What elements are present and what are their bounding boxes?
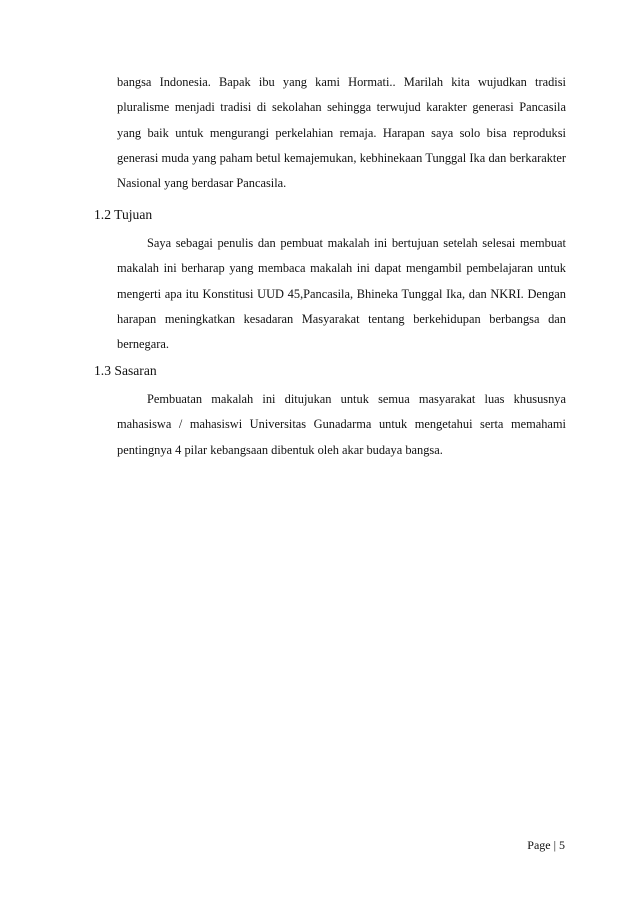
intro-paragraph: bangsa Indonesia. Bapak ibu yang kami Hormati.. Marilah kita wujudkan tradisi pluralisme menjadi tradisi di sekolahan sehingga terwujud karakter generasi Pancasila yang baik untuk mengurangi perkelahian remaja. Harapan saya solo bisa reproduksi generasi muda yang paham betul kemajemukan, kebhinekaan Tunggal Ika dan berkarakter Nasional yang berdasar Pancasila.: [117, 75, 566, 191]
section-heading-sasaran: 1.3 Sasaran: [94, 363, 157, 378]
page-number: Page | 5: [527, 838, 565, 852]
tujuan-paragraph: Saya sebagai penulis dan pembuat makalah ini bertujuan setelah selesai membuat makalah ini berharap yang membaca makalah ini dapat mengambil pembelajaran untuk mengerti apa itu Konstitusi UUD 45,Pancasila, Bhineka Tunggal Ika, dan NKRI. Dengan harapan meningkatkan kesadaran Masyarakat tentang berkehidupan berbangsa dan bernegara.: [117, 236, 566, 352]
section-heading-tujuan: 1.2 Tujuan: [94, 207, 153, 222]
sasaran-paragraph: Pembuatan makalah ini ditujukan untuk semua masyarakat luas khususnya mahasiswa / mahasiswi Universitas Gunadarma untuk mengetahui serta memahami pentingnya 4 pilar kebangsaan dibentuk oleh akar budaya bangsa.: [117, 392, 566, 457]
